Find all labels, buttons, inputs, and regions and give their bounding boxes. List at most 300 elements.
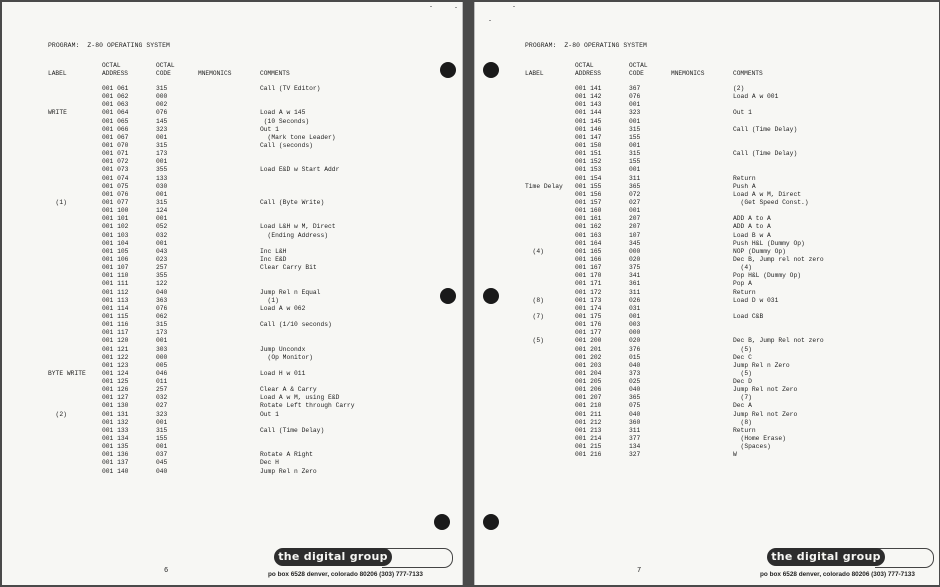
listing-row <box>475 101 939 109</box>
listing-row <box>475 142 939 150</box>
listing-row <box>475 354 939 362</box>
row-code: 377 <box>629 435 641 443</box>
row-address: 001 100 <box>102 207 129 215</box>
footer-address: po box 6528 denver, colorado 80206 (303) 777-7133 <box>760 571 915 578</box>
listing-rows <box>2 85 462 476</box>
listing-row <box>2 451 462 459</box>
row-address: 001 115 <box>102 312 129 320</box>
row-address: 001 153 <box>575 166 602 174</box>
listing-row <box>2 272 462 280</box>
row-address: 001 135 <box>102 443 129 451</box>
listing-row <box>2 150 462 158</box>
row-address: 001 202 <box>575 353 602 361</box>
row-address: 001 132 <box>102 418 129 426</box>
row-code: 323 <box>156 125 168 133</box>
row-address: 001 155 <box>575 182 602 190</box>
row-address: 001 151 <box>575 150 602 158</box>
listing-row <box>475 248 939 256</box>
row-comment: (Op Monitor) <box>260 353 313 361</box>
row-code: 355 <box>156 272 168 280</box>
row-code: 173 <box>156 329 168 337</box>
row-label: (1) <box>48 198 67 206</box>
listing-row <box>475 402 939 410</box>
binder-hole <box>440 288 456 304</box>
row-address: 001 213 <box>575 426 602 434</box>
listing-row <box>2 297 462 305</box>
row-comment: Call (Time Delay) <box>733 150 798 158</box>
row-address: 001 204 <box>575 369 602 377</box>
row-label: (7) <box>525 312 544 320</box>
row-comment: (4) <box>733 264 752 272</box>
row-address: 001 116 <box>102 321 129 329</box>
row-address: 001 110 <box>102 272 129 280</box>
listing-row <box>475 264 939 272</box>
row-comment: Dec A <box>733 402 752 410</box>
row-address: 001 067 <box>102 133 129 141</box>
row-comment: Dec H <box>260 459 279 467</box>
row-address: 001 106 <box>102 255 129 263</box>
row-comment: Clear Carry Bit <box>260 264 317 272</box>
row-label: BYTE WRITE <box>48 369 86 377</box>
row-address: 001 156 <box>575 190 602 198</box>
row-address: 001 162 <box>575 223 602 231</box>
column-header-label: LABEL <box>48 70 67 77</box>
listing-row <box>475 370 939 378</box>
row-code: 001 <box>156 215 168 223</box>
listing-row <box>2 191 462 199</box>
row-code: 005 <box>156 361 168 369</box>
listing-row <box>475 305 939 313</box>
row-label: (8) <box>525 296 544 304</box>
listing-row <box>2 232 462 240</box>
row-code: 030 <box>156 182 168 190</box>
row-comment: Return <box>733 426 756 434</box>
row-address: 001 174 <box>575 304 602 312</box>
row-comment: Load C&B <box>733 312 764 320</box>
row-comment: Load A w M, Direct <box>733 190 802 198</box>
row-code: 076 <box>629 93 641 101</box>
listing-row <box>475 329 939 337</box>
row-code: 311 <box>629 174 641 182</box>
row-address: 001 171 <box>575 280 602 288</box>
row-address: 001 161 <box>575 215 602 223</box>
row-comment: Call (Time Delay) <box>733 125 798 133</box>
listing-row <box>475 215 939 223</box>
digital-group-logo: the digital group <box>274 548 392 566</box>
row-code: 040 <box>156 467 168 475</box>
listing-row <box>2 362 462 370</box>
row-comment: ADD A to A <box>733 223 771 231</box>
listing-row <box>2 378 462 386</box>
listing-page-7 <box>474 2 939 585</box>
row-comment: Call (Byte Write) <box>260 198 325 206</box>
row-code: 133 <box>156 174 168 182</box>
row-code: 257 <box>156 386 168 394</box>
row-comment: Out 1 <box>733 109 752 117</box>
row-address: 001 175 <box>575 312 602 320</box>
row-address: 001 214 <box>575 435 602 443</box>
row-code: 001 <box>156 337 168 345</box>
row-code: 376 <box>629 345 641 353</box>
row-comment: (Home Erase) <box>733 435 786 443</box>
row-code: 001 <box>629 141 641 149</box>
listing-row <box>475 386 939 394</box>
row-code: 155 <box>156 435 168 443</box>
row-address: 001 203 <box>575 361 602 369</box>
row-code: 323 <box>629 109 641 117</box>
row-comment: Dec B, Jump Rel not zero <box>733 337 824 345</box>
row-comment: Dec B, Jump rel not zero <box>733 255 824 263</box>
row-code: 375 <box>629 264 641 272</box>
row-comment: Load A w M, using E&D <box>260 394 340 402</box>
row-address: 001 167 <box>575 264 602 272</box>
listing-row <box>2 166 462 174</box>
row-comment: Load A w 001 <box>733 93 779 101</box>
listing-row <box>475 289 939 297</box>
row-code: 373 <box>629 369 641 377</box>
row-address: 001 170 <box>575 272 602 280</box>
binder-hole <box>440 62 456 78</box>
row-address: 001 112 <box>102 288 129 296</box>
row-code: 000 <box>156 93 168 101</box>
row-address: 001 140 <box>102 467 129 475</box>
row-address: 001 123 <box>102 361 129 369</box>
listing-row <box>2 93 462 101</box>
row-code: 027 <box>156 402 168 410</box>
listing-rows <box>475 85 939 459</box>
row-code: 000 <box>629 247 641 255</box>
row-address: 001 142 <box>575 93 602 101</box>
listing-row <box>475 378 939 386</box>
listing-row <box>2 256 462 264</box>
row-comment: Jump Uncondx <box>260 345 306 353</box>
row-code: 062 <box>156 312 168 320</box>
row-code: 315 <box>629 125 641 133</box>
column-header-mnemonics: MNEMONICS <box>671 70 705 77</box>
listing-row <box>2 427 462 435</box>
row-code: 075 <box>629 402 641 410</box>
row-code: 040 <box>629 386 641 394</box>
row-address: 001 173 <box>575 296 602 304</box>
row-address: 001 147 <box>575 133 602 141</box>
row-code: 000 <box>156 353 168 361</box>
row-label: (5) <box>525 337 544 345</box>
row-code: 355 <box>156 166 168 174</box>
scan-speck <box>430 6 432 7</box>
listing-row <box>2 215 462 223</box>
row-comment: (5) <box>733 369 752 377</box>
program-title: PROGRAM: Z-80 OPERATING SYSTEM <box>525 42 647 49</box>
binder-hole <box>483 514 499 530</box>
row-comment: Push H&L (Dummy Op) <box>733 239 805 247</box>
row-address: 001 133 <box>102 426 129 434</box>
row-comment: Rotate Left through Carry <box>260 402 355 410</box>
row-code: 361 <box>629 280 641 288</box>
listing-row <box>2 305 462 313</box>
row-code: 315 <box>156 141 168 149</box>
row-address: 001 066 <box>102 125 129 133</box>
row-code: 124 <box>156 207 168 215</box>
scan-speck <box>455 7 457 8</box>
row-address: 001 206 <box>575 386 602 394</box>
scan-speck <box>513 6 515 7</box>
listing-row <box>2 346 462 354</box>
row-address: 001 150 <box>575 141 602 149</box>
page-number: 6 <box>164 567 169 575</box>
row-comment: Call (seconds) <box>260 141 313 149</box>
listing-row <box>2 370 462 378</box>
row-address: 001 104 <box>102 239 129 247</box>
row-code: 032 <box>156 231 168 239</box>
row-comment: (7) <box>733 394 752 402</box>
row-address: 001 210 <box>575 402 602 410</box>
row-code: 315 <box>629 150 641 158</box>
row-address: 001 062 <box>102 93 129 101</box>
row-address: 001 166 <box>575 255 602 263</box>
row-address: 001 070 <box>102 141 129 149</box>
row-comment: Pop H&L (Dummy Op) <box>733 272 802 280</box>
listing-row <box>2 126 462 134</box>
listing-row <box>475 346 939 354</box>
row-comment: Pop A <box>733 280 752 288</box>
binder-hole <box>483 62 499 78</box>
column-header-code: OCTAL CODE <box>629 62 648 77</box>
row-comment: Jump Rel not Zero <box>733 386 798 394</box>
listing-row <box>2 386 462 394</box>
row-comment: Return <box>733 288 756 296</box>
row-comment: Load D w 031 <box>733 296 779 304</box>
row-code: 011 <box>156 378 168 386</box>
row-address: 001 114 <box>102 304 129 312</box>
listing-row <box>475 150 939 158</box>
row-code: 040 <box>156 288 168 296</box>
listing-row <box>475 85 939 93</box>
row-address: 001 073 <box>102 166 129 174</box>
row-code: 327 <box>629 451 641 459</box>
row-comment: (Ending Address) <box>260 231 329 239</box>
listing-row <box>475 321 939 329</box>
row-code: 341 <box>629 272 641 280</box>
listing-row <box>475 419 939 427</box>
row-code: 031 <box>629 304 641 312</box>
row-code: 001 <box>156 418 168 426</box>
listing-row <box>475 232 939 240</box>
row-comment: Jump Rel n Zero <box>260 467 317 475</box>
row-code: 311 <box>629 288 641 296</box>
binder-hole <box>483 288 499 304</box>
row-code: 037 <box>156 451 168 459</box>
listing-row <box>2 183 462 191</box>
listing-row <box>475 118 939 126</box>
row-address: 001 103 <box>102 231 129 239</box>
listing-row <box>2 223 462 231</box>
row-address: 001 157 <box>575 198 602 206</box>
row-comment: (10 Seconds) <box>260 117 310 125</box>
listing-row <box>2 394 462 402</box>
row-address: 001 137 <box>102 459 129 467</box>
row-code: 040 <box>629 410 641 418</box>
row-comment: (Mark tone Leader) <box>260 133 336 141</box>
row-address: 001 111 <box>102 280 129 288</box>
row-address: 001 113 <box>102 296 129 304</box>
listing-row <box>2 337 462 345</box>
row-code: 345 <box>629 239 641 247</box>
row-code: 001 <box>156 190 168 198</box>
row-comment: Jump Rel n Equal <box>260 288 321 296</box>
row-code: 023 <box>156 255 168 263</box>
row-code: 365 <box>629 182 641 190</box>
row-code: 315 <box>156 321 168 329</box>
row-code: 076 <box>156 304 168 312</box>
row-address: 001 130 <box>102 402 129 410</box>
column-header-address: OCTAL ADDRESS <box>575 62 601 77</box>
listing-row <box>2 280 462 288</box>
row-label: (2) <box>48 410 67 418</box>
row-address: 001 212 <box>575 418 602 426</box>
row-label: (4) <box>525 247 544 255</box>
row-address: 001 064 <box>102 109 129 117</box>
row-address: 001 065 <box>102 117 129 125</box>
row-comment: Jump Rel n Zero <box>733 361 790 369</box>
row-comment: Load E&D w Start Addr <box>260 166 340 174</box>
row-code: 155 <box>629 133 641 141</box>
listing-row <box>475 256 939 264</box>
listing-page-6 <box>2 2 463 585</box>
row-address: 001 164 <box>575 239 602 247</box>
listing-row <box>2 109 462 117</box>
listing-row <box>475 427 939 435</box>
row-code: 052 <box>156 223 168 231</box>
binder-hole <box>434 514 450 530</box>
row-address: 001 172 <box>575 288 602 296</box>
row-address: 001 160 <box>575 207 602 215</box>
row-code: 001 <box>629 117 641 125</box>
row-address: 001 216 <box>575 451 602 459</box>
row-address: 001 145 <box>575 117 602 125</box>
row-label: Time Delay <box>525 182 563 190</box>
listing-row <box>2 134 462 142</box>
row-comment: Rotate A Right <box>260 451 313 459</box>
row-address: 001 076 <box>102 190 129 198</box>
row-code: 363 <box>156 296 168 304</box>
row-comment: Dec D <box>733 378 752 386</box>
row-comment: NOP (Dummy Op) <box>733 247 786 255</box>
row-comment: W <box>733 451 737 459</box>
row-code: 257 <box>156 264 168 272</box>
row-code: 323 <box>156 410 168 418</box>
row-code: 046 <box>156 369 168 377</box>
row-comment: Return <box>733 174 756 182</box>
row-comment: Inc E&D <box>260 255 287 263</box>
listing-row <box>2 101 462 109</box>
row-comment: Load A w 145 <box>260 109 306 117</box>
listing-row <box>475 240 939 248</box>
row-code: 001 <box>629 166 641 174</box>
row-code: 134 <box>629 443 641 451</box>
row-address: 001 120 <box>102 337 129 345</box>
digital-group-logo: the digital group <box>767 548 885 566</box>
row-code: 360 <box>629 418 641 426</box>
listing-row <box>475 223 939 231</box>
row-code: 122 <box>156 280 168 288</box>
row-comment: Out 1 <box>260 125 279 133</box>
row-address: 001 105 <box>102 247 129 255</box>
listing-row <box>475 362 939 370</box>
row-comment: Push A <box>733 182 756 190</box>
row-address: 001 141 <box>575 85 602 92</box>
row-comment: Load B w A <box>733 231 771 239</box>
row-code: 001 <box>629 101 641 109</box>
listing-row <box>2 240 462 248</box>
row-code: 311 <box>629 426 641 434</box>
column-header-mnemonics: MNEMONICS <box>198 70 232 77</box>
row-code: 043 <box>156 247 168 255</box>
row-address: 001 154 <box>575 174 602 182</box>
row-comment: (8) <box>733 418 752 426</box>
row-address: 001 122 <box>102 353 129 361</box>
listing-row <box>2 199 462 207</box>
row-address: 001 061 <box>102 85 129 92</box>
row-comment: (Spaces) <box>733 443 771 451</box>
listing-row <box>2 289 462 297</box>
listing-row <box>2 354 462 362</box>
row-comment: (2) <box>733 85 745 92</box>
row-comment: (5) <box>733 345 752 353</box>
row-comment: Load A w 062 <box>260 304 306 312</box>
listing-row <box>2 411 462 419</box>
row-address: 001 134 <box>102 435 129 443</box>
row-code: 207 <box>629 223 641 231</box>
row-address: 001 126 <box>102 386 129 394</box>
column-header-address: OCTAL ADDRESS <box>102 62 128 77</box>
row-address: 001 205 <box>575 378 602 386</box>
row-code: 001 <box>156 443 168 451</box>
row-code: 003 <box>629 321 641 329</box>
row-comment: (Get Speed Const.) <box>733 198 809 206</box>
row-code: 045 <box>156 459 168 467</box>
row-comment: Call (TV Editor) <box>260 85 321 92</box>
row-address: 001 211 <box>575 410 602 418</box>
row-code: 303 <box>156 345 168 353</box>
row-address: 001 163 <box>575 231 602 239</box>
listing-row <box>2 264 462 272</box>
row-code: 155 <box>629 158 641 166</box>
row-address: 001 152 <box>575 158 602 166</box>
listing-row <box>475 93 939 101</box>
listing-row <box>2 468 462 476</box>
row-code: 001 <box>629 312 641 320</box>
row-code: 107 <box>629 231 641 239</box>
listing-row <box>475 109 939 117</box>
row-code: 026 <box>629 296 641 304</box>
logo-frame <box>382 548 453 568</box>
row-address: 001 136 <box>102 451 129 459</box>
row-comment: Call (1/10 seconds) <box>260 321 332 329</box>
listing-row <box>2 175 462 183</box>
row-comment: Load L&H w M, Direct <box>260 223 336 231</box>
row-code: 001 <box>156 158 168 166</box>
row-address: 001 127 <box>102 394 129 402</box>
listing-row <box>2 142 462 150</box>
row-address: 001 063 <box>102 101 129 109</box>
row-comment: Clear A & Carry <box>260 386 317 394</box>
listing-row <box>475 158 939 166</box>
listing-row <box>2 248 462 256</box>
listing-row <box>475 272 939 280</box>
column-header-code: OCTAL CODE <box>156 62 175 77</box>
listing-row <box>475 280 939 288</box>
row-code: 076 <box>156 109 168 117</box>
